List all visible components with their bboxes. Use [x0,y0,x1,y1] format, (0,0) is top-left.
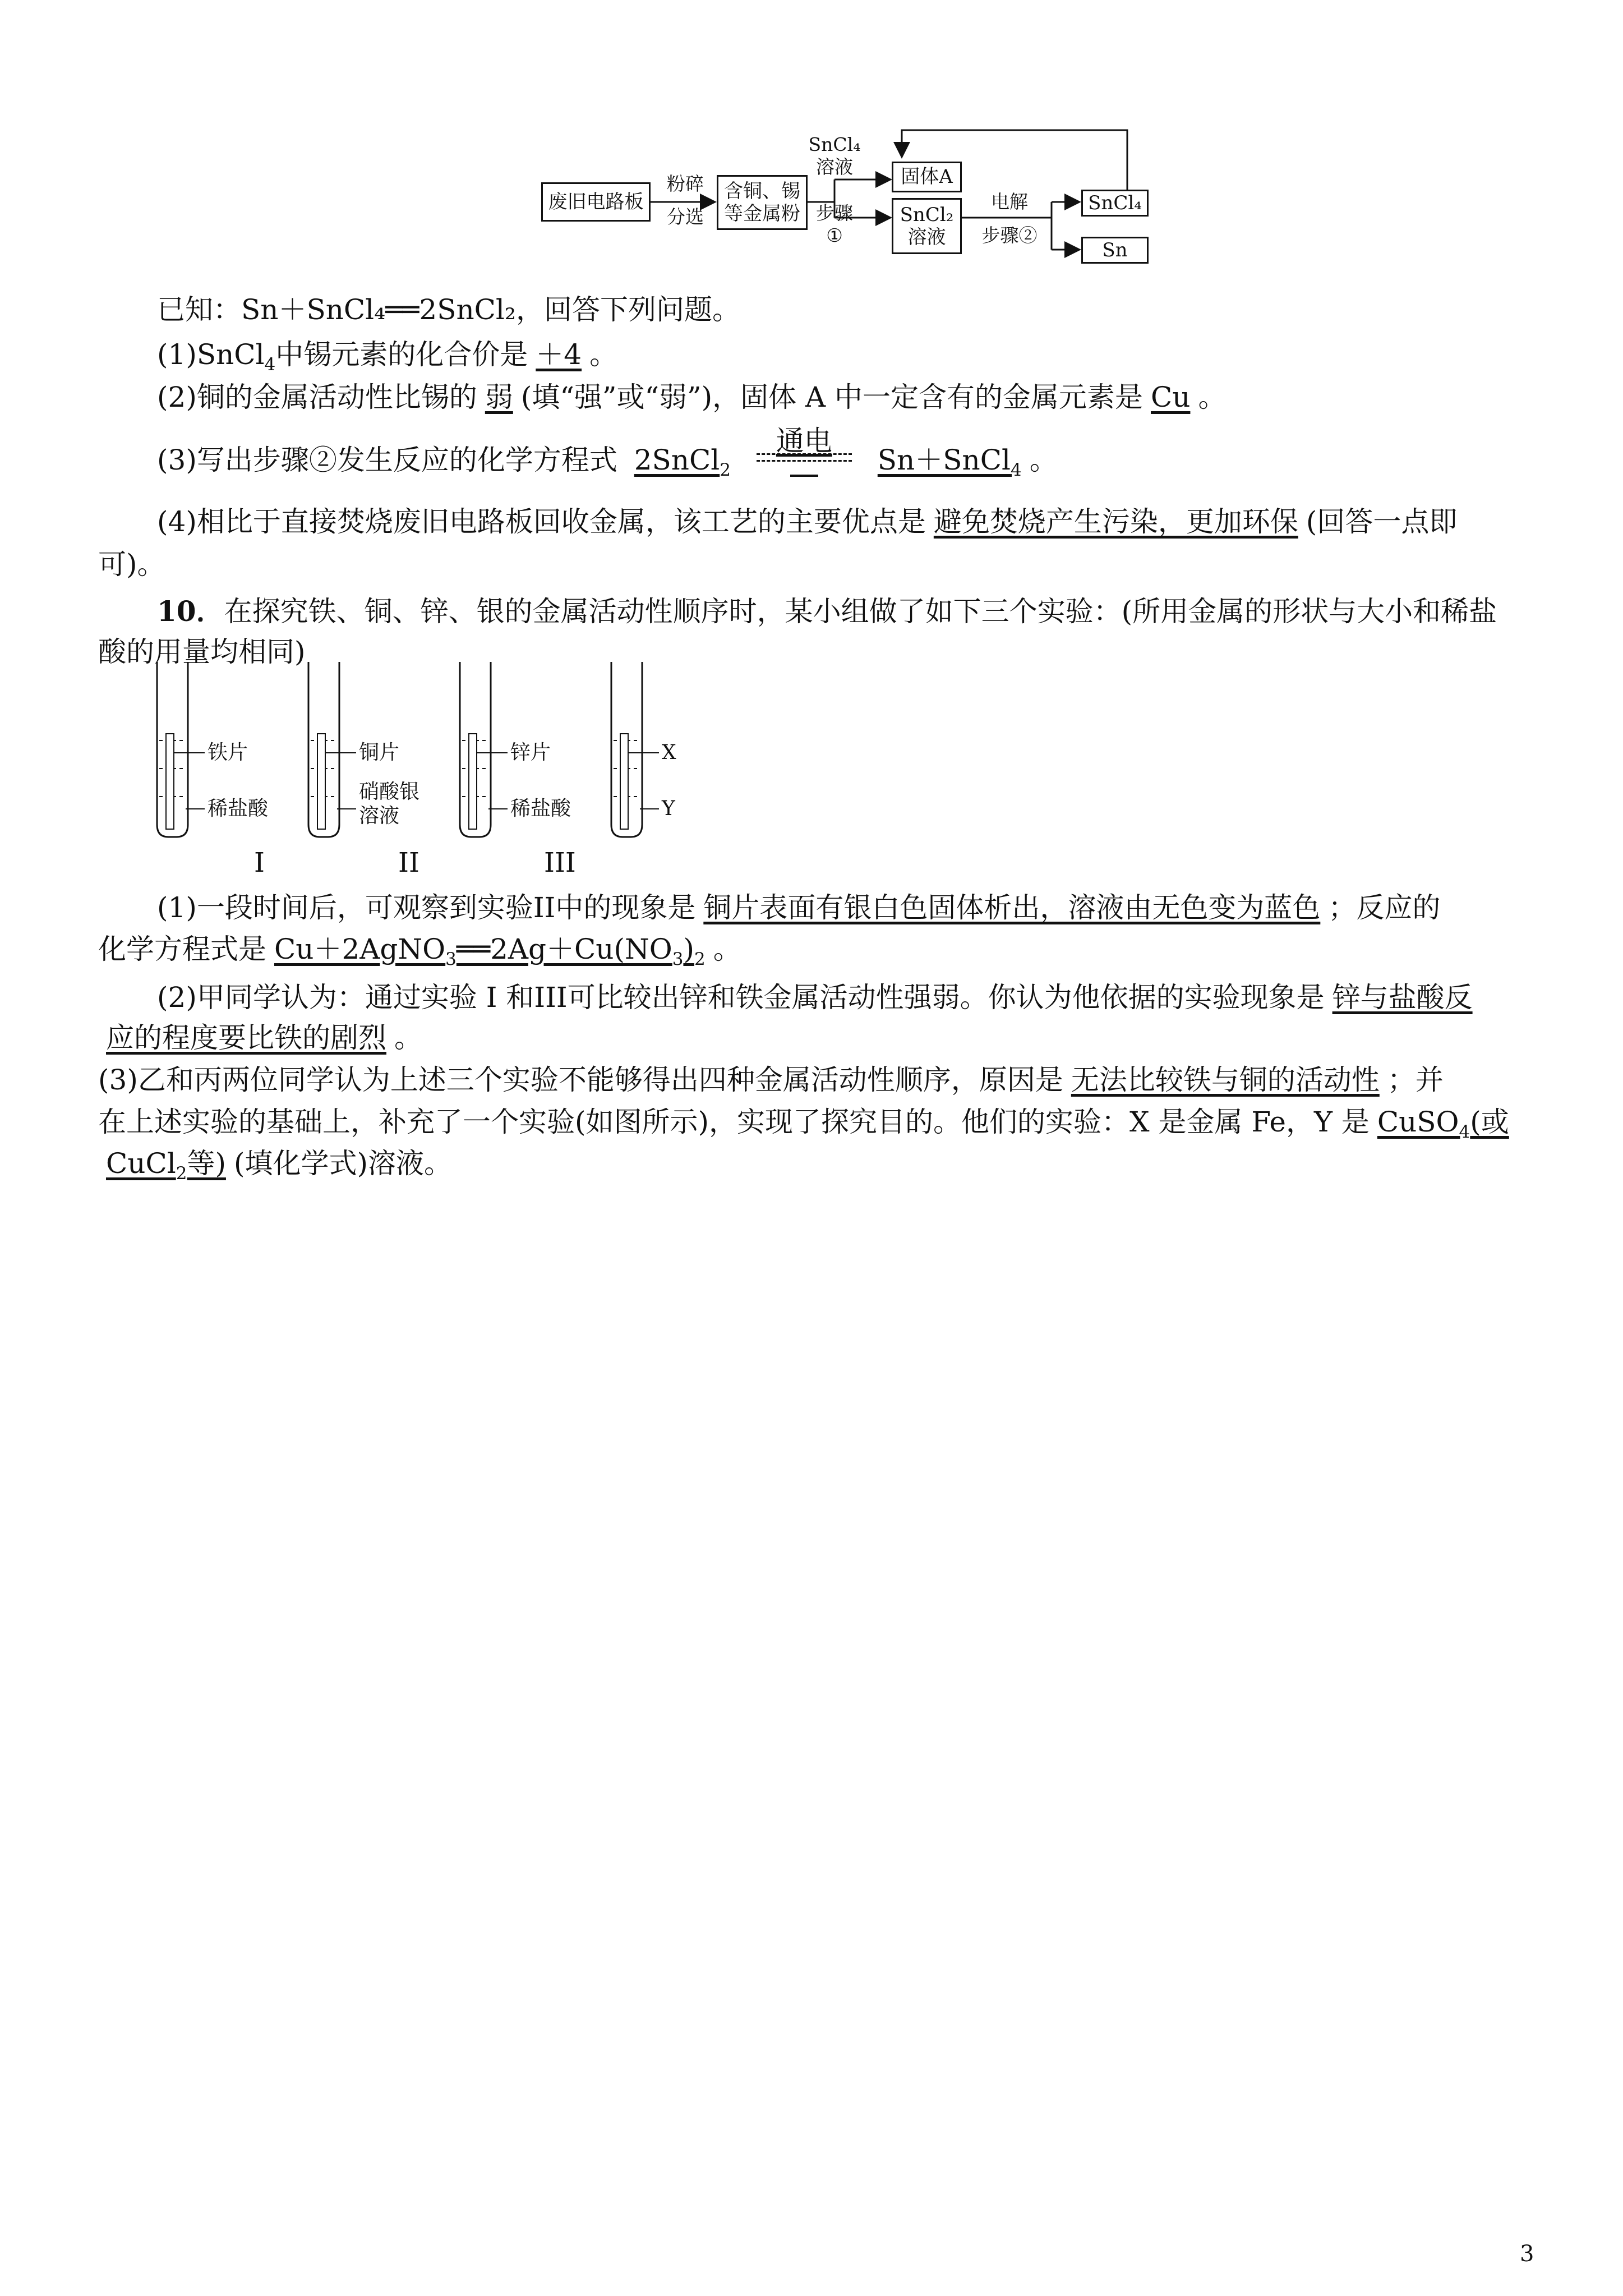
flow-label-step2: 步骤② [981,224,1038,246]
flow-box-solid-a: 固体A [892,162,962,192]
answer-blank: 铜片表面有银白色固体析出，溶液由无色变为蓝色 [703,891,1321,924]
tube4-liquid-label: Y [662,797,675,820]
tube4-metal-label: X [662,741,676,764]
flow-label-reagent: SnCl₄ 溶液 [808,134,861,178]
q10-part3-line3: CuCl$_2$等) (填化学式)溶液。 [98,1141,452,1184]
tube3-metal-label: 锌片 [510,741,551,764]
reaction-condition-arrow: 通电 [757,445,852,479]
flow-label-sort: 分选 [667,206,704,228]
test-tube-4 [611,662,659,837]
flow-label-step1: 步骤 ① [816,202,853,246]
tube2-roman-label: II [398,847,419,878]
test-tube-1 [157,662,205,837]
answer-blank: ＋4 [536,338,582,371]
answer-blank: CuCl$_2$等) [106,1147,226,1184]
test-tube-3 [460,662,508,837]
page-number: 3 [1520,2241,1534,2267]
process-flowchart [538,123,1166,275]
answer-blank: 2SnCl$_2$ [634,444,731,480]
answer-blank: 弱 [485,381,513,413]
flow-box-sncl4: SnCl₄ [1081,190,1149,217]
tube3-roman-label: III [544,847,576,878]
flow-label-electrolysis: 电解 [991,191,1028,213]
test-tube-diagram [151,662,712,898]
q10-stem-line2: 酸的用量均相同) [98,636,306,668]
flow-box-sncl2-solution: SnCl₂ 溶液 [892,198,962,254]
flow-label-crush: 粉碎 [667,173,704,195]
tube1-metal-label: 铁片 [208,741,248,764]
test-tube-2 [308,662,356,837]
q9-part3: (3)写出步骤②发生反应的化学方程式 2SnCl$_2$ 通电 Sn＋SnCl$_4$ 。 [157,425,1058,480]
answer-blank: 锌与盐酸反 [1332,981,1473,1014]
answer-blank: Sn＋SnCl$_4$ [877,444,1022,480]
answer-blank: Cu [1150,381,1191,413]
tube3-liquid-label: 稀盐酸 [510,797,571,820]
q10-stem-line1: 10．在探究铁、铜、锌、银的金属活动性顺序时，某小组做了如下三个实验：(所用金属的形状与大小和稀盐 [157,595,1497,628]
tube1-roman-label: I [254,847,265,878]
q9-given: 已知：Sn＋SnCl₄══2SnCl₂，回答下列问题。 [157,293,740,326]
test-tubes-drawing [151,662,712,898]
flow-box-scrap-circuit-board: 废旧电路板 [541,182,651,222]
flow-box-metal-powder: 含铜、锡 等金属粉 [717,175,808,230]
tube1-liquid-label: 稀盐酸 [208,797,269,820]
tube2-liquid-label: 硝酸银 溶液 [359,780,420,828]
tube2-metal-label: 铜片 [359,741,400,764]
q10-part1-equation: 化学方程式是 $Cu+2AgNO_3══2Ag+Cu(NO_3)_2$ 。 [98,933,741,969]
q10-part2-cont: 应的程度要比铁的剧烈 。 [98,1015,422,1056]
q10-part2: (2)甲同学认为：通过实验 I 和III可比较出锌和铁金属活动性强弱。你认为他依据的实验现象是 锌与盐酸反 [157,975,1481,1015]
answer-blank: $Cu+2AgNO_3══2Ag+Cu(NO_3)_2$ [274,933,706,969]
answer-blank: 应的程度要比铁的剧烈 [106,1022,386,1054]
q10-part3: (3)乙和丙两位同学认为上述三个实验不能够得出四种金属活动性顺序，原因是 无法比较铁与铜的活动性 ；并 [98,1064,1444,1096]
q9-part4-cont: 可)。 [98,548,165,581]
answer-blank: 避免焚烧产生污染，更加环保 [933,505,1298,538]
q9-part2: (2)铜的金属活动性比锡的 弱 (填“强”或“弱”)，固体 A 中一定含有的金属元素是 Cu 。 [157,381,1227,413]
flow-box-sn: Sn [1081,237,1149,264]
answer-blank: CuSO$_4$(或 [1377,1106,1509,1142]
q9-part1: (1)SnCl$_4$中锡元素的化合价是 ＋4 。 [157,338,618,375]
answer-blank: 无法比较铁与铜的活动性 [1071,1064,1380,1096]
q10-part3-line2: 在上述实验的基础上，补充了一个实验(如图所示)，实现了探究目的。他们的实验：X 是金属 Fe，Y 是 CuSO$_4$(或 [98,1099,1517,1142]
q10-part1: (1)一段时间后，可观察到实验II中的现象是 铜片表面有银白色固体析出，溶液由无色变为蓝色 ；反应的 [157,891,1441,924]
q9-part4: (4)相比于直接焚烧废旧电路板回收金属，该工艺的主要优点是 避免焚烧产生污染，更加环保 (回答一点即 [157,505,1458,538]
